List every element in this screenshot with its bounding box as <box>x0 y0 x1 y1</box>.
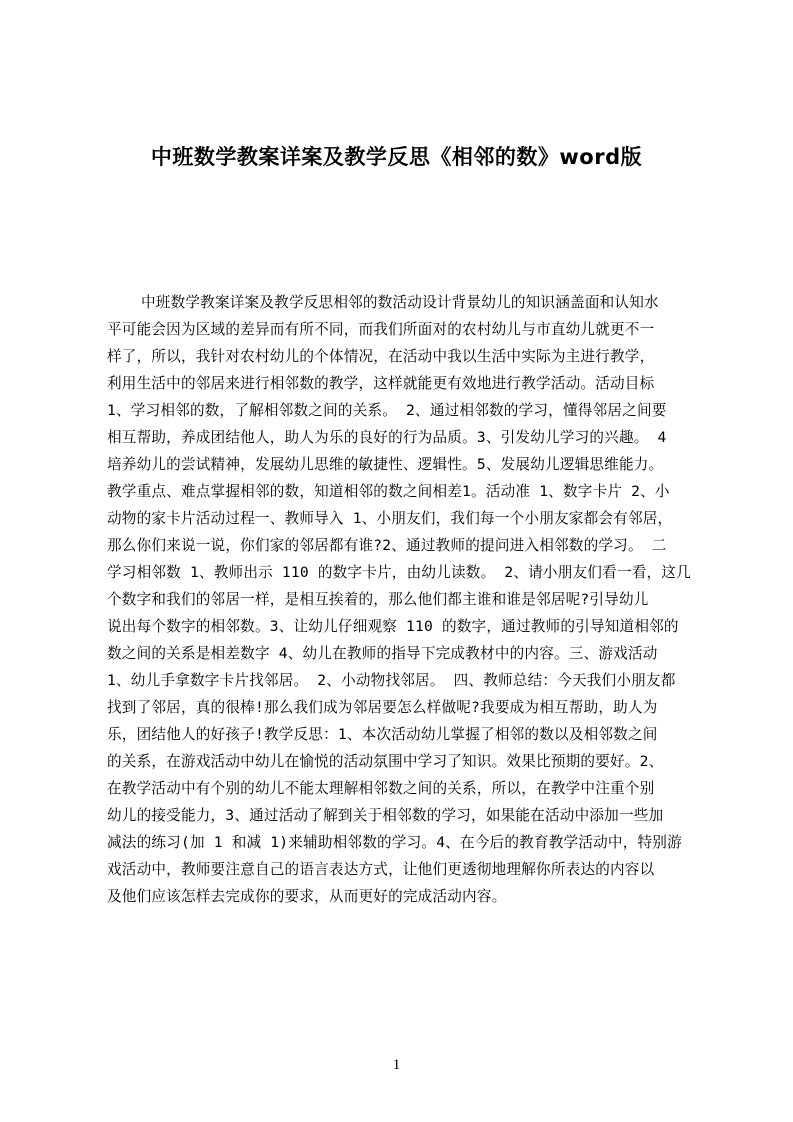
body-line: 1、学习相邻的数，了解相邻数之间的关系。 2、通过相邻数的学习，懂得邻居之间要 <box>107 402 667 419</box>
body-line: 平可能会因为区域的差异而有所不同，而我们所面对的农村幼儿与市直幼儿就更不一 <box>107 321 655 338</box>
body-line: 及他们应该怎样去完成你的要求，从而更好的完成活动内容。 <box>107 888 507 905</box>
body-line: 1、幼儿手拿数字卡片找邻居。 2、小动物找邻居。 四、教师总结：今天我们小朋友都 <box>107 672 676 689</box>
body-line: 个数字和我们的邻居一样，是相互挨着的，那么他们都主谁和谁是邻居呢?引导幼儿 <box>107 591 649 608</box>
body-line: 利用生活中的邻居来进行相邻数的教学，这样就能更有效地进行教学活动。活动目标 <box>107 375 655 392</box>
body-line: 幼儿的接受能力，3、通过活动了解到关于相邻数的学习，如果能在活动中添加一些加 <box>107 807 664 824</box>
body-line: 数之间的关系是相差数字 4、幼儿在教师的指导下完成教材中的内容。三、游戏活动 <box>107 645 658 662</box>
body-line: 乐，团结他人的好孩子!教学反思：1、本次活动幼儿掌握了相邻的数以及相邻数之间 <box>107 726 658 743</box>
body-line: 动物的家卡片活动过程一、教师导入 1、小朋友们，我们每一个小朋友家都会有邻居， <box>107 510 673 527</box>
body-line: 培养幼儿的尝试精神，发展幼儿思维的敏捷性、逻辑性。5、发展幼儿逻辑思维能力。 <box>107 456 664 473</box>
body-line: 在教学活动中有个别的幼儿不能太理解相邻数之间的关系，所以，在教学中注重个别 <box>107 780 655 797</box>
body-line: 中班数学教案详案及教学反思相邻的数活动设计背景幼儿的知识涵盖面和认知水 <box>141 294 659 311</box>
page-number: 1 <box>392 1057 401 1073</box>
body-line: 样了，所以，我针对农村幼儿的个体情况，在活动中我以生活中实际为主进行教学， <box>107 348 655 365</box>
body-line: 减法的练习(加 1 和减 1)来辅助相邻数的学习。4、在今后的教育教学活动中，特别游 <box>107 834 682 851</box>
body-line: 戏活动中，教师要注意自己的语言表达方式，让他们更透彻地理解你所表达的内容以 <box>107 861 655 878</box>
body-line: 说出每个数字的相邻数。3、让幼儿仔细观察 110 的数字，通过教师的引导知道相邻的 <box>107 618 679 635</box>
body-line: 学习相邻数 1、教师出示 110 的数字卡片，由幼儿读数。 2、请小朋友们看一看，这几 <box>107 564 691 581</box>
body-line: 找到了邻居，真的很棒!那么我们成为邻居要怎么样做呢?我要成为相互帮助，助人为 <box>107 699 658 716</box>
document-title: 中班数学教案详案及教学反思《相邻的数》word版 <box>150 145 643 169</box>
body-line: 那么你们来说一说，你们家的邻居都有谁?2、通过教师的提问进入相邻数的学习。 二 <box>107 537 667 554</box>
document-body <box>107 289 697 910</box>
body-line: 的关系，在游戏活动中幼儿在愉悦的活动氛围中学习了知识。效果比预期的要好。2、 <box>107 753 664 770</box>
body-line: 相互帮助，养成团结他人，助人为乐的良好的行为品质。3、引发幼儿学习的兴趣。 4 <box>107 429 667 446</box>
body-line: 教学重点、难点掌握相邻的数，知道相邻的数之间相差1。活动准 1、数字卡片 2、小 <box>107 483 670 500</box>
